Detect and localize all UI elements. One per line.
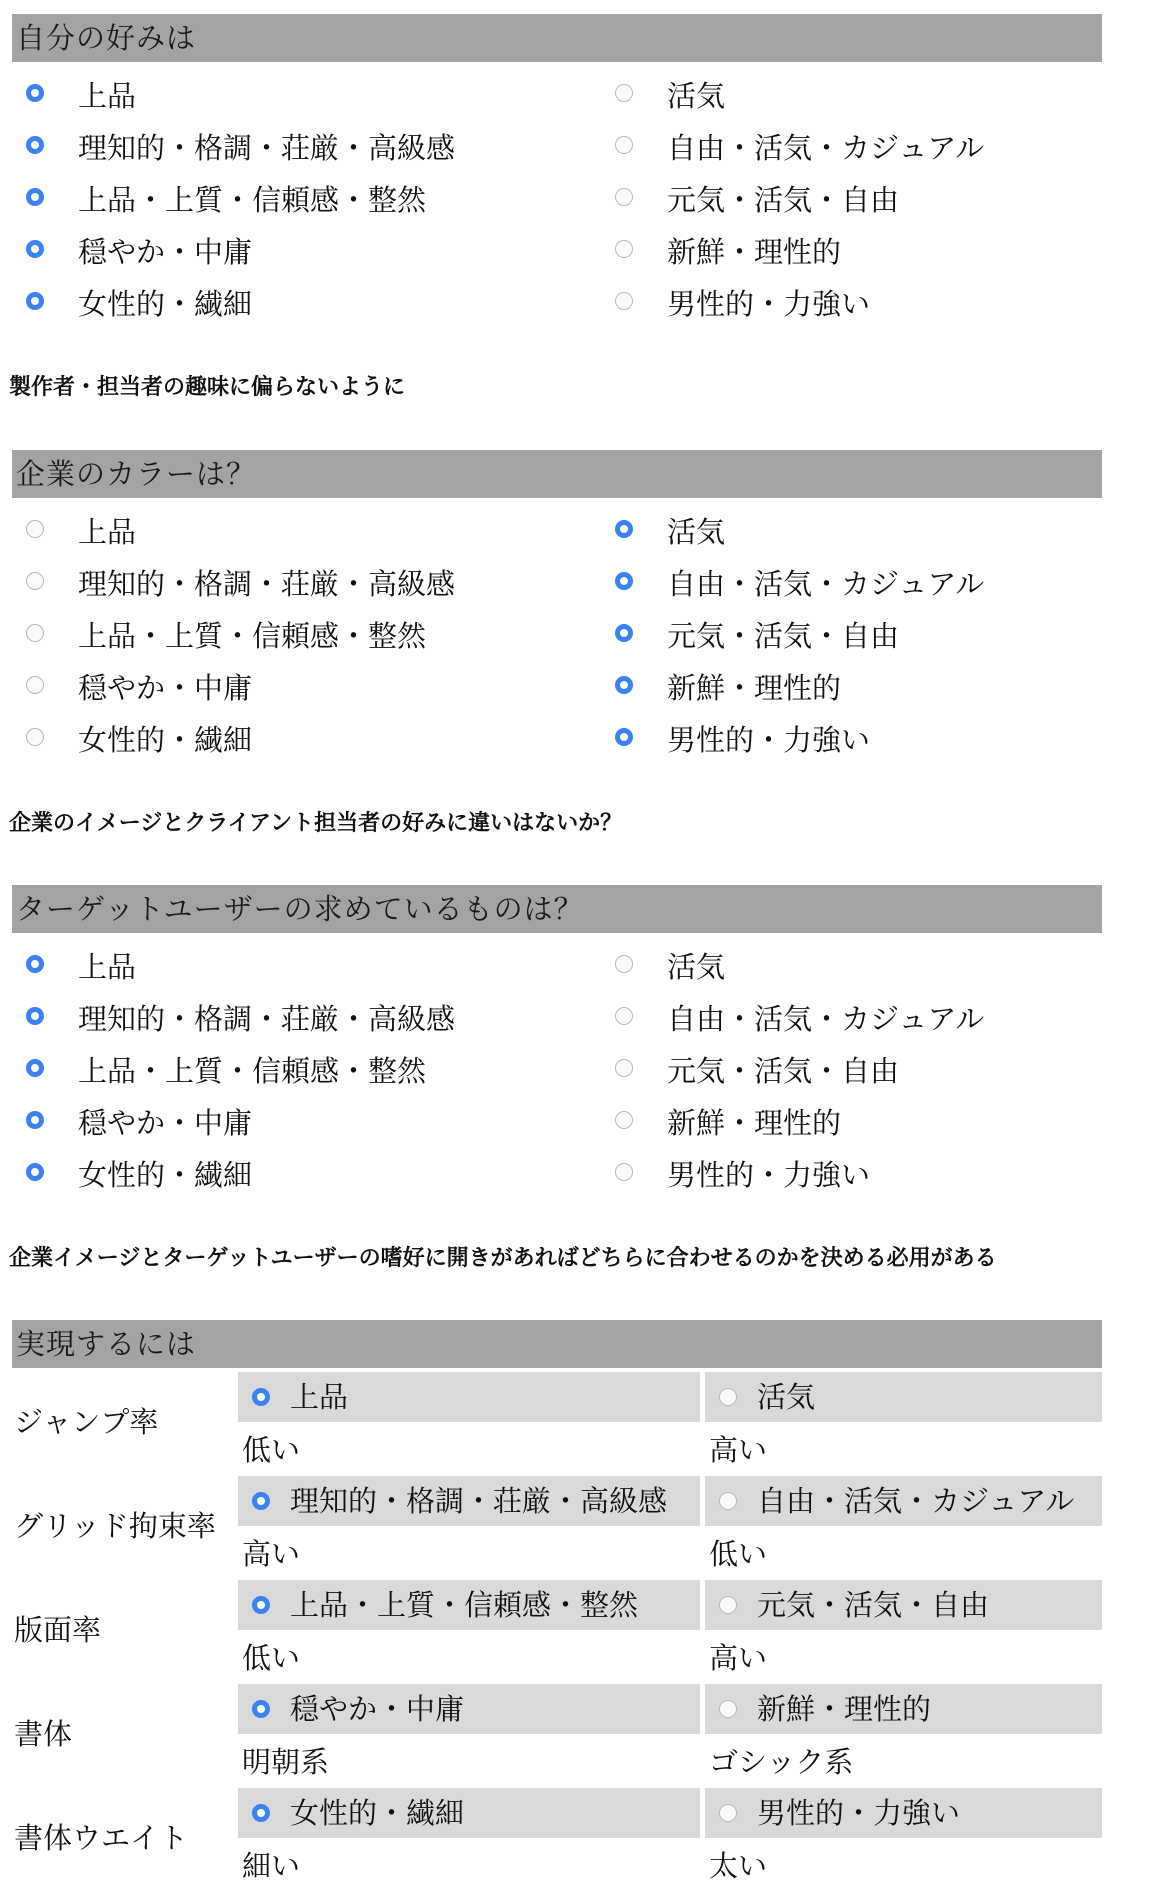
option-label: 新鮮・理性的 (667, 1106, 842, 1140)
section-title: ターゲットユーザーの求めているものは？ (12, 885, 1102, 933)
option-label: 女性的・繊細 (78, 723, 253, 757)
radio-unchecked-icon[interactable] (615, 84, 633, 102)
option-label: 新鮮・理性的 (667, 235, 842, 269)
option-label: 理知的・格調・荘厳・高級感 (78, 1002, 456, 1036)
option-sub-label: 高い (709, 1641, 768, 1675)
radio-option-left-1[interactable] (26, 506, 586, 558)
option-label: 理知的・格調・荘厳・高級感 (290, 1484, 668, 1518)
radio-option-left-3[interactable] (26, 174, 586, 226)
option-sub-label: 明朝系 (242, 1745, 330, 1779)
radio-option-right-3[interactable] (615, 610, 1154, 662)
radio-unchecked-icon[interactable] (615, 1059, 633, 1077)
radio-unchecked-icon[interactable] (719, 1700, 737, 1718)
radio-checked-icon[interactable] (615, 676, 633, 694)
option-label: 女性的・繊細 (78, 1158, 253, 1192)
radio-option-right-5[interactable] (615, 278, 1154, 330)
radio-option-left-1[interactable] (26, 941, 586, 993)
option-sub-label: 高い (709, 1433, 768, 1467)
section-1 (12, 14, 1102, 62)
option-label: 上品 (78, 515, 137, 549)
option-cell-right[interactable] (705, 1476, 1102, 1526)
section-title: 自分の好みは (12, 14, 1102, 62)
section-3 (12, 885, 1102, 933)
option-cell-left[interactable] (238, 1476, 700, 1526)
option-label: 上品 (78, 79, 137, 113)
option-sub-label: 太い (709, 1849, 768, 1883)
radio-option-right-1[interactable] (615, 941, 1154, 993)
radio-checked-icon[interactable] (26, 292, 44, 310)
row-label: グリッド拘束率 (14, 1509, 216, 1543)
option-label: 穏やか・中庸 (78, 1106, 253, 1140)
radio-option-left-4[interactable] (26, 226, 586, 278)
radio-unchecked-icon[interactable] (615, 1163, 633, 1181)
option-label: 自由・活気・カジュアル (667, 131, 985, 165)
radio-option-right-4[interactable] (615, 226, 1154, 278)
option-label: 上品・上質・信頼感・整然 (290, 1588, 639, 1622)
radio-checked-icon[interactable] (252, 1804, 270, 1822)
radio-unchecked-icon[interactable] (615, 188, 633, 206)
option-label: 穏やか・中庸 (78, 671, 253, 705)
radio-option-left-5[interactable] (26, 278, 586, 330)
radio-unchecked-icon[interactable] (26, 728, 44, 746)
section-title: 企業のカラーは？ (12, 450, 1102, 498)
row-label: 書体ウエイト (14, 1821, 189, 1855)
radio-unchecked-icon[interactable] (26, 624, 44, 642)
option-label: 上品 (290, 1380, 349, 1414)
option-sub-label: ゴシック系 (709, 1745, 854, 1779)
radio-option-right-5[interactable] (615, 714, 1154, 766)
option-cell-right[interactable] (705, 1580, 1102, 1630)
option-label: 活気 (667, 515, 726, 549)
option-label: 男性的・力強い (667, 723, 871, 757)
radio-option-right-4[interactable] (615, 1097, 1154, 1149)
option-label: 自由・活気・カジュアル (757, 1484, 1075, 1518)
radio-option-left-5[interactable] (26, 1149, 586, 1201)
option-label: 女性的・繊細 (78, 287, 253, 321)
option-label: 上品・上質・信頼感・整然 (78, 183, 427, 217)
radio-checked-icon[interactable] (26, 1111, 44, 1129)
option-label: 元気・活気・自由 (757, 1588, 990, 1622)
option-sub-label: 細い (242, 1849, 301, 1883)
option-cell-left[interactable] (238, 1684, 700, 1734)
option-label: 自由・活気・カジュアル (667, 1002, 985, 1036)
radio-unchecked-icon[interactable] (719, 1804, 737, 1822)
radio-option-left-4[interactable] (26, 1097, 586, 1149)
option-label: 上品 (78, 950, 137, 984)
row-label: 書体 (14, 1717, 73, 1751)
option-cell-left[interactable] (238, 1580, 700, 1630)
radio-checked-icon[interactable] (26, 188, 44, 206)
option-sub-label: 低い (242, 1433, 301, 1467)
radio-option-right-1[interactable] (615, 506, 1154, 558)
radio-option-right-2[interactable] (615, 993, 1154, 1045)
radio-option-right-3[interactable] (615, 1045, 1154, 1097)
section-title: 実現するには (12, 1320, 1102, 1368)
radio-checked-icon[interactable] (252, 1700, 270, 1718)
radio-checked-icon[interactable] (252, 1388, 270, 1406)
radio-option-left-3[interactable] (26, 1045, 586, 1097)
option-label: 元気・活気・自由 (667, 1054, 900, 1088)
radio-checked-icon[interactable] (26, 84, 44, 102)
radio-checked-icon[interactable] (615, 728, 633, 746)
radio-unchecked-icon[interactable] (615, 136, 633, 154)
option-cell-right[interactable] (705, 1684, 1102, 1734)
radio-option-left-2[interactable] (26, 993, 586, 1045)
radio-unchecked-icon[interactable] (615, 240, 633, 258)
radio-option-left-3[interactable] (26, 610, 586, 662)
radio-checked-icon[interactable] (252, 1596, 270, 1614)
section-note: 企業イメージとターゲットユーザーの嗜好に開きがあればどちらに合わせるのかを決める必用がある (9, 1246, 997, 1271)
option-label: 活気 (667, 79, 726, 113)
radio-option-right-1[interactable] (615, 70, 1154, 122)
option-label: 上品・上質・信頼感・整然 (78, 619, 427, 653)
option-label: 男性的・力強い (667, 1158, 871, 1192)
radio-unchecked-icon[interactable] (615, 1111, 633, 1129)
radio-checked-icon[interactable] (26, 1007, 44, 1025)
radio-option-left-2[interactable] (26, 122, 586, 174)
option-label: 理知的・格調・荘厳・高級感 (78, 567, 456, 601)
option-label: 新鮮・理性的 (667, 671, 842, 705)
row-label: ジャンプ率 (14, 1405, 159, 1439)
option-cell-left[interactable] (238, 1372, 700, 1422)
row-label: 版面率 (14, 1613, 102, 1647)
radio-option-right-2[interactable] (615, 558, 1154, 610)
radio-checked-icon[interactable] (26, 1163, 44, 1181)
option-label: 自由・活気・カジュアル (667, 567, 985, 601)
option-label: 活気 (667, 950, 726, 984)
option-label: 活気 (757, 1380, 816, 1414)
option-label: 穏やか・中庸 (290, 1692, 465, 1726)
radio-option-left-4[interactable] (26, 662, 586, 714)
radio-option-left-1[interactable] (26, 70, 586, 122)
radio-option-right-2[interactable] (615, 122, 1154, 174)
radio-option-left-5[interactable] (26, 714, 586, 766)
radio-checked-icon[interactable] (615, 624, 633, 642)
option-label: 新鮮・理性的 (757, 1692, 932, 1726)
radio-unchecked-icon[interactable] (615, 292, 633, 310)
option-sub-label: 高い (242, 1537, 301, 1571)
radio-unchecked-icon[interactable] (26, 520, 44, 538)
radio-checked-icon[interactable] (26, 240, 44, 258)
option-label: 元気・活気・自由 (667, 619, 900, 653)
radio-unchecked-icon[interactable] (26, 676, 44, 694)
radio-unchecked-icon[interactable] (719, 1596, 737, 1614)
option-label: 男性的・力強い (667, 287, 871, 321)
radio-unchecked-icon[interactable] (615, 1007, 633, 1025)
radio-checked-icon[interactable] (26, 1059, 44, 1077)
radio-unchecked-icon[interactable] (719, 1388, 737, 1406)
section-note: 製作者・担当者の趣味に偏らないように (9, 375, 406, 400)
option-cell-right[interactable] (705, 1372, 1102, 1422)
section-realize (12, 1320, 1102, 1368)
option-cell-left[interactable] (238, 1788, 700, 1838)
radio-unchecked-icon[interactable] (26, 572, 44, 590)
section-2 (12, 450, 1102, 498)
option-sub-label: 低い (242, 1641, 301, 1675)
option-sub-label: 低い (709, 1537, 768, 1571)
radio-option-right-4[interactable] (615, 662, 1154, 714)
radio-option-left-2[interactable] (26, 558, 586, 610)
option-label: 理知的・格調・荘厳・高級感 (78, 131, 456, 165)
radio-option-right-3[interactable] (615, 174, 1154, 226)
option-label: 穏やか・中庸 (78, 235, 253, 269)
option-label: 上品・上質・信頼感・整然 (78, 1054, 427, 1088)
option-label: 男性的・力強い (757, 1796, 961, 1830)
radio-checked-icon[interactable] (615, 520, 633, 538)
radio-checked-icon[interactable] (252, 1492, 270, 1510)
radio-checked-icon[interactable] (26, 136, 44, 154)
option-label: 元気・活気・自由 (667, 183, 900, 217)
radio-checked-icon[interactable] (26, 955, 44, 973)
section-note: 企業のイメージとクライアント担当者の好みに違いはないか？ (9, 811, 623, 836)
radio-checked-icon[interactable] (615, 572, 633, 590)
option-cell-right[interactable] (705, 1788, 1102, 1838)
radio-unchecked-icon[interactable] (719, 1492, 737, 1510)
option-label: 女性的・繊細 (290, 1796, 465, 1830)
radio-unchecked-icon[interactable] (615, 955, 633, 973)
radio-option-right-5[interactable] (615, 1149, 1154, 1201)
